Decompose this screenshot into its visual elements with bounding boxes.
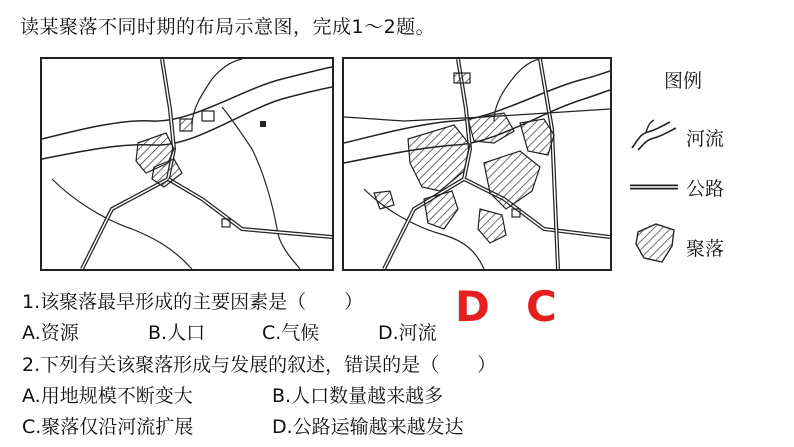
question-2-option-c: C.聚落仅沿河流扩展 xyxy=(22,416,194,438)
question-2-option-b: B.人口数量越来越多 xyxy=(272,385,444,407)
question-2-option-a: A.用地规模不断变大 xyxy=(22,385,193,407)
question-2-option-d: D.公路运输越来越发达 xyxy=(272,416,464,438)
legend-title: 图例 xyxy=(664,70,703,92)
map-later-period xyxy=(342,57,612,271)
page-title: 读某聚落不同时期的布局示意图，完成1～2题。 xyxy=(20,16,436,38)
map-early-period xyxy=(40,57,334,271)
river-icon xyxy=(628,118,678,156)
settlement-icon xyxy=(634,222,678,268)
question-1-stem: 1.该聚落最早形成的主要因素是（ ） xyxy=(22,291,364,313)
legend-label-road: 公路 xyxy=(686,178,725,200)
road-icon xyxy=(630,178,678,197)
legend-label-river: 河流 xyxy=(686,128,725,150)
answer-2: C xyxy=(526,282,557,331)
question-1-option-b: B.人口 xyxy=(148,322,206,344)
question-1-option-d: D.河流 xyxy=(378,322,437,344)
answer-1: D xyxy=(455,282,490,331)
legend-label-settlement: 聚落 xyxy=(686,238,725,260)
question-1-option-c: C.气候 xyxy=(262,322,320,344)
question-1-option-a: A.资源 xyxy=(22,322,79,344)
question-2-stem: 2.下列有关该聚落形成与发展的叙述，错误的是（ ） xyxy=(22,354,497,376)
